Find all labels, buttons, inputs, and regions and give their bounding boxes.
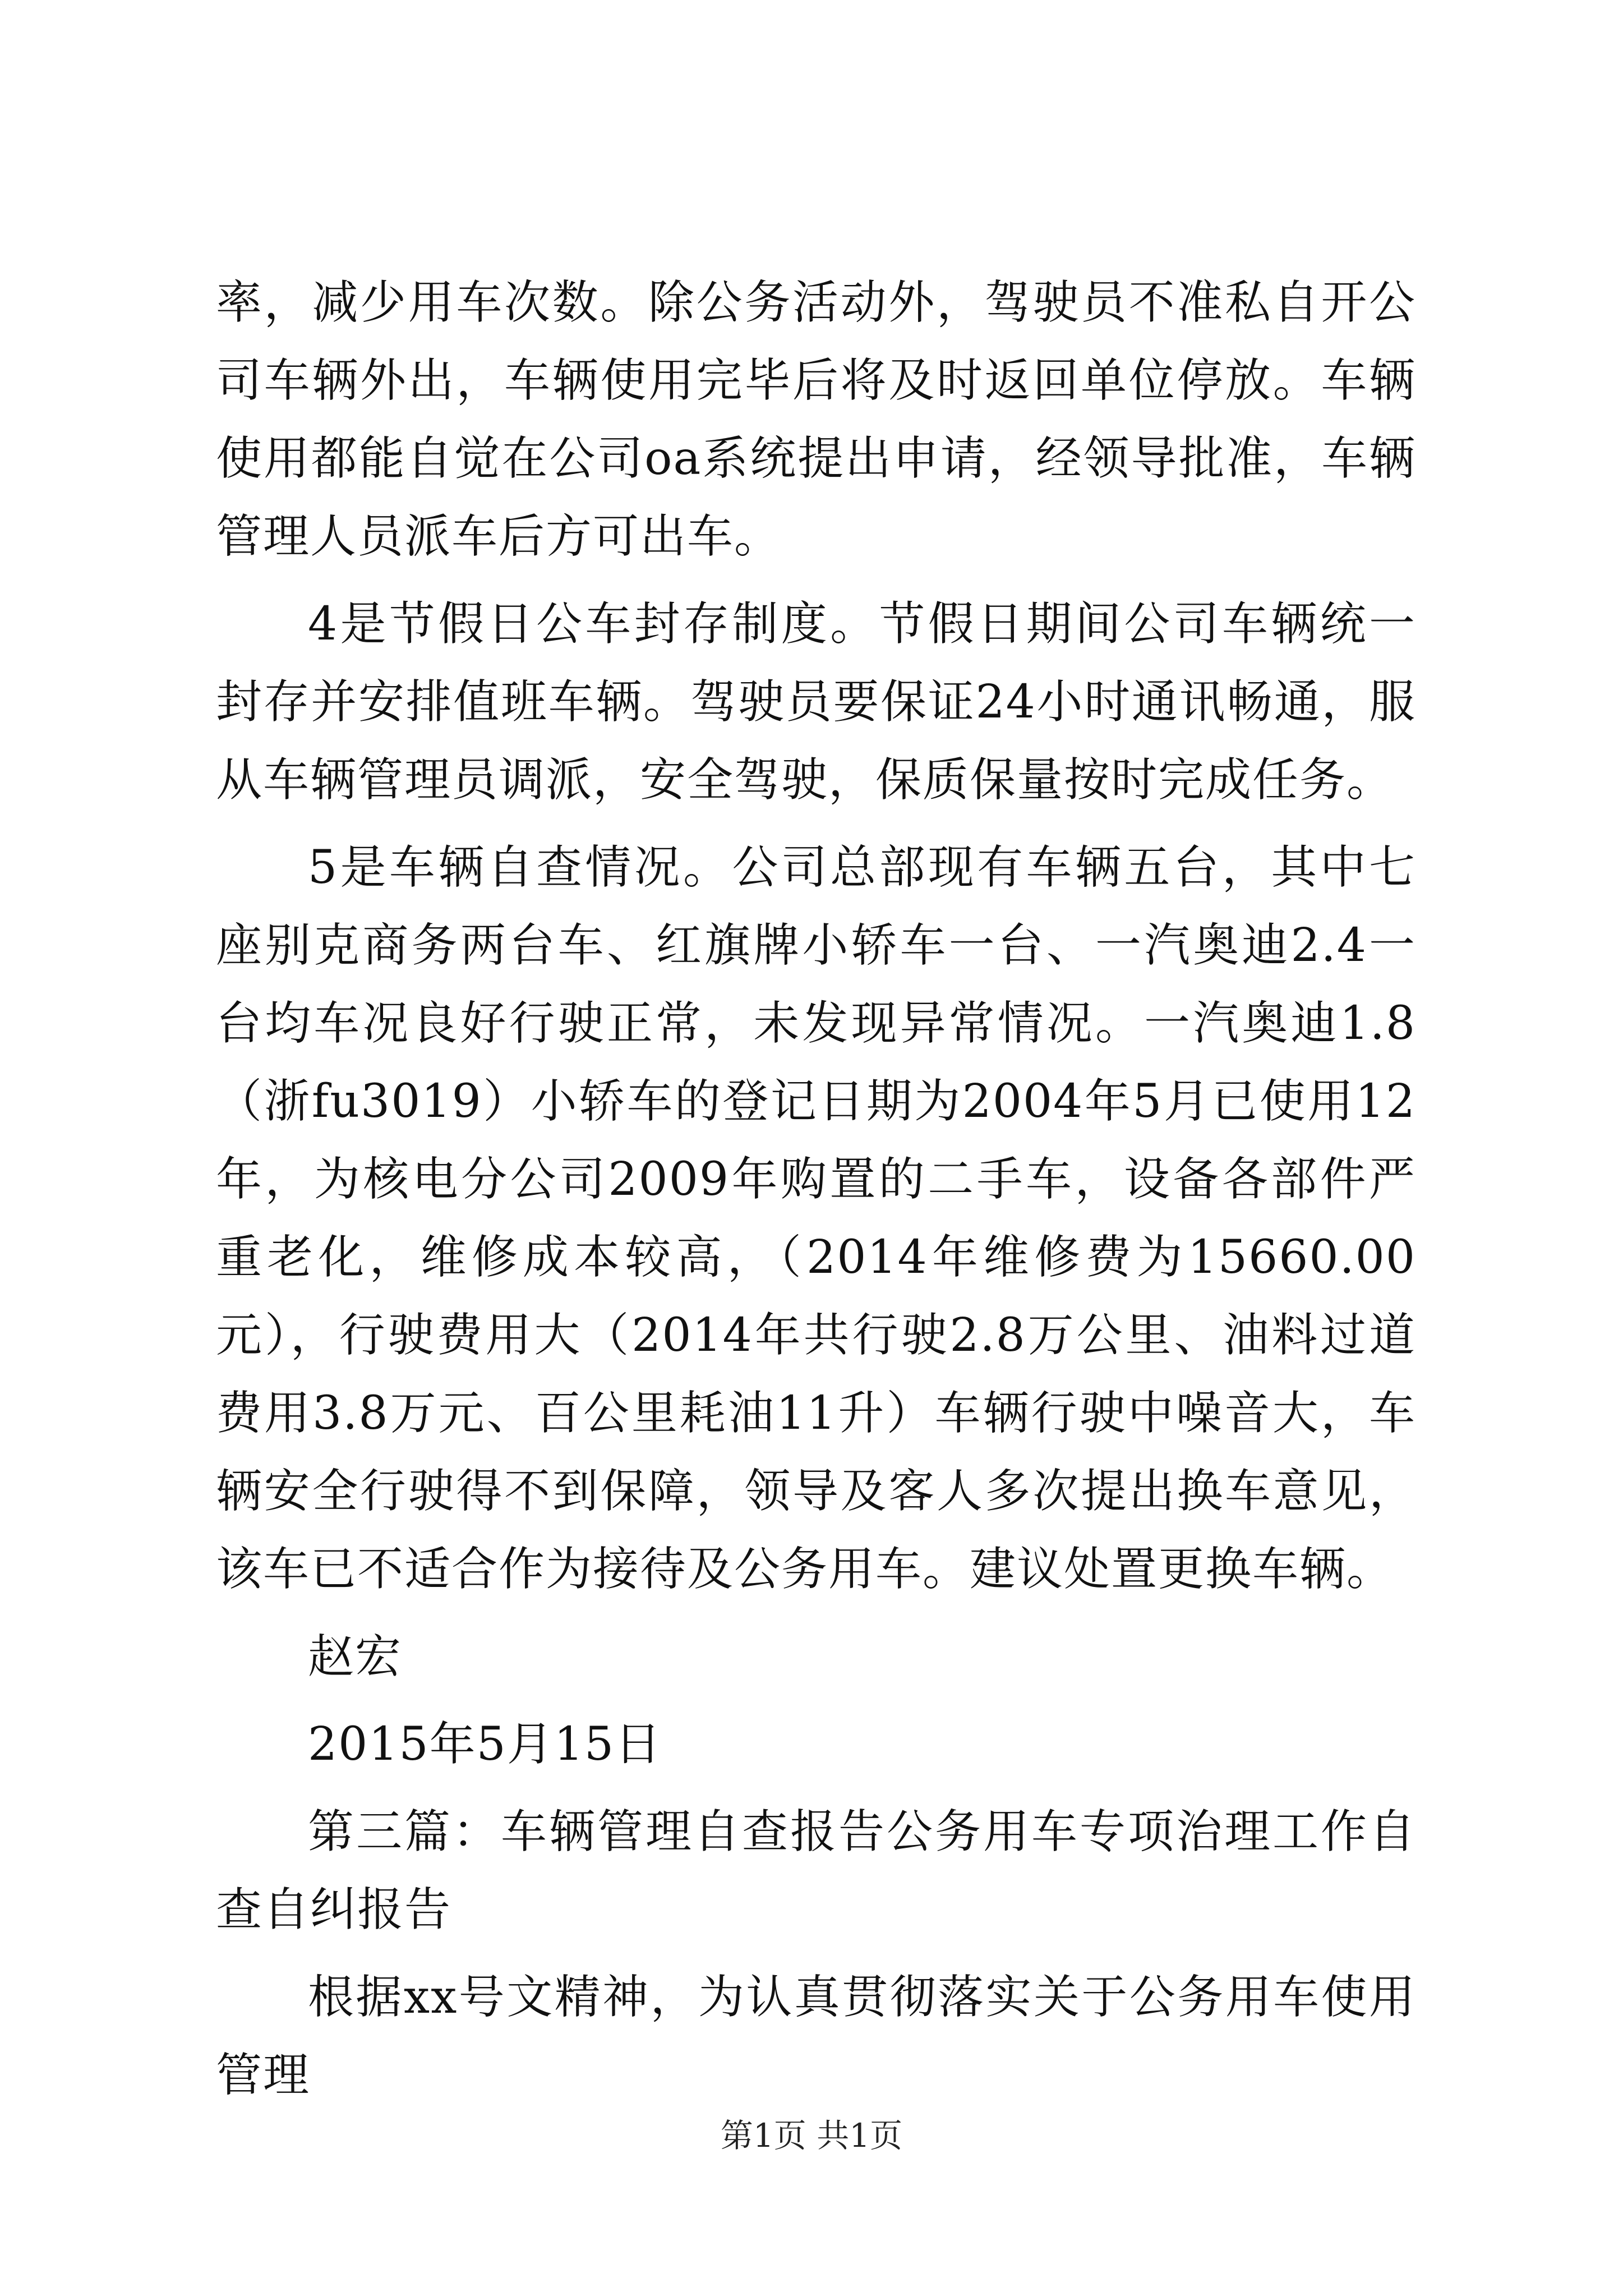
paragraph-holiday-sealing: 4是节假日公车封存制度。节假日期间公司车辆统一封存并安排值班车辆。驾驶员要保证24小时通讯畅通，服从车辆管理员调派，安全驾驶，保质保量按时完成任务。 (216, 597, 1416, 807)
signature-name: 赵宏 (308, 1630, 403, 1683)
section-heading: 第三篇：车辆管理自查报告公务用车专项治理工作自查自纠报告 (216, 1805, 1416, 1936)
paragraph-section-intro: 根据xx号文精神，为认真贯彻落实关于公务用车使用管理 (216, 1971, 1416, 2102)
paragraph-self-inspection: 5是车辆自查情况。公司总部现有车辆五台，其中七座别克商务两台车、红旗牌小轿车一台、一汽奥迪2.4一台均车况良好行驶正常，未发现异常情况。一汽奥迪1.8（浙fu3019）小轿车的登记日期为2004年5月已使用12年，为核电分公司2009年购置的二手车，设备各部件严重老化，维修成本较高，（2014年维修费为15660.00元），行驶费用大（2014年共行驶2.8万公里、油料过道费用3.8万元、百公里耗油11升）车辆行驶中噪音大，车辆安全行驶得不到保障，领导及客人多次提出换车意见，该车已不适合作为接待及公务用车。建议处置更换车辆。 (216, 841, 1416, 1596)
page-footer: 第1页 共1页 (720, 2116, 903, 2155)
document-body (216, 264, 1416, 2124)
paragraph-vehicle-usage: 率，减少用车次数。除公务活动外，驾驶员不准私自开公司车辆外出，车辆使用完毕后将及时返回单位停放。车辆使用都能自觉在公司oa系统提出申请，经领导批准，车辆管理人员派车后方可出车。 (216, 276, 1416, 563)
signature-date: 2015年5月15日 (308, 1718, 662, 1771)
